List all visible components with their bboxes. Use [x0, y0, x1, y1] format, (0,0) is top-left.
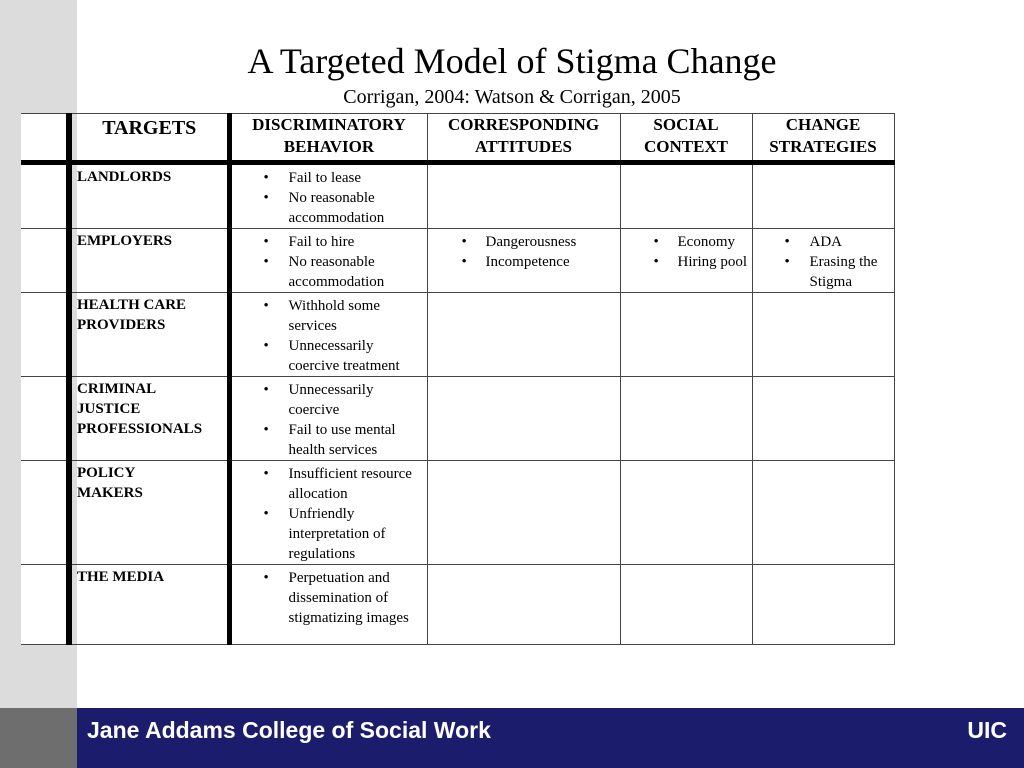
- table-row: [21, 565, 894, 645]
- list-item: • ADA: [753, 232, 892, 252]
- list-item: • Dangerousness: [428, 232, 618, 252]
- list-item: • Withhold some services: [232, 296, 425, 336]
- target-cell: EMPLOYERS: [69, 229, 229, 293]
- behavior-cell: [229, 377, 427, 461]
- strategies-cell: [752, 293, 894, 377]
- list-item: • Unnecessarily coercive: [232, 380, 425, 420]
- list-item: • No reasonable accommodation: [232, 188, 425, 228]
- attitudes-cell: [427, 377, 620, 461]
- table-row: [21, 229, 894, 293]
- target-cell: CRIMINAL JUSTICE PROFESSIONALS: [69, 377, 229, 461]
- list-item: • Economy: [621, 232, 750, 252]
- header-change-strategies: CHANGE STRATEGIES: [752, 114, 894, 163]
- context-cell: [620, 229, 752, 293]
- header-discriminatory-behavior: DISCRIMINATORY BEHAVIOR: [229, 114, 427, 163]
- list-item: • Incompetence: [428, 252, 618, 272]
- target-cell: THE MEDIA: [69, 565, 229, 645]
- slide-title: A Targeted Model of Stigma Change: [247, 41, 777, 81]
- list-item: • Fail to lease: [232, 168, 425, 188]
- context-cell: [620, 163, 752, 229]
- list-item: • Insufficient resource allocation: [232, 464, 425, 504]
- strategies-cell: [752, 461, 894, 565]
- context-cell: [620, 565, 752, 645]
- slide-subtitle: Corrigan, 2004: Watson & Corrigan, 2005: [343, 86, 681, 108]
- attitudes-cell: [427, 163, 620, 229]
- header-targets: TARGETS: [69, 114, 229, 163]
- behavior-cell: [229, 163, 427, 229]
- strategies-cell: [752, 565, 894, 645]
- list-item: • Unfriendly interpretation of regulations: [232, 504, 425, 564]
- list-item: • Fail to hire: [232, 232, 425, 252]
- target-cell: HEALTH CARE PROVIDERS: [69, 293, 229, 377]
- college-name: Jane Addams College of Social Work: [87, 717, 491, 743]
- list-item: • Fail to use mental health services: [232, 420, 425, 460]
- list-item: • Erasing the Stigma: [753, 252, 892, 292]
- list-item: • Unnecessarily coercive treatment: [232, 336, 425, 376]
- behavior-cell: [229, 293, 427, 377]
- table-row: [21, 461, 894, 565]
- context-cell: [620, 293, 752, 377]
- list-item: • Perpetuation and dissemination of stigmatizing images: [232, 568, 425, 628]
- context-cell: [620, 461, 752, 565]
- table-row: [21, 293, 894, 377]
- stigma-model-table: [21, 113, 895, 645]
- uic-badge: UIC: [967, 717, 1007, 743]
- footer-gray-block: [0, 708, 77, 768]
- table-row: [21, 163, 894, 229]
- header-blank-cell: [21, 114, 69, 163]
- attitudes-cell: [427, 461, 620, 565]
- attitudes-cell: [427, 229, 620, 293]
- behavior-cell: [229, 461, 427, 565]
- list-item: • Hiring pool: [621, 252, 750, 272]
- strategies-cell: [752, 229, 894, 293]
- target-cell: POLICY MAKERS: [69, 461, 229, 565]
- behavior-cell: [229, 565, 427, 645]
- table-row: [21, 377, 894, 461]
- strategies-cell: [752, 163, 894, 229]
- target-cell: LANDLORDS: [69, 163, 229, 229]
- context-cell: [620, 377, 752, 461]
- table-header-row: [21, 114, 894, 163]
- strategies-cell: [752, 377, 894, 461]
- attitudes-cell: [427, 293, 620, 377]
- list-item: • No reasonable accommodation: [232, 252, 425, 292]
- attitudes-cell: [427, 565, 620, 645]
- behavior-cell: [229, 229, 427, 293]
- header-social-context: SOCIAL CONTEXT: [620, 114, 752, 163]
- footer-bar: [77, 708, 1024, 768]
- header-corresponding-attitudes: CORRESPONDING ATTITUDES: [427, 114, 620, 163]
